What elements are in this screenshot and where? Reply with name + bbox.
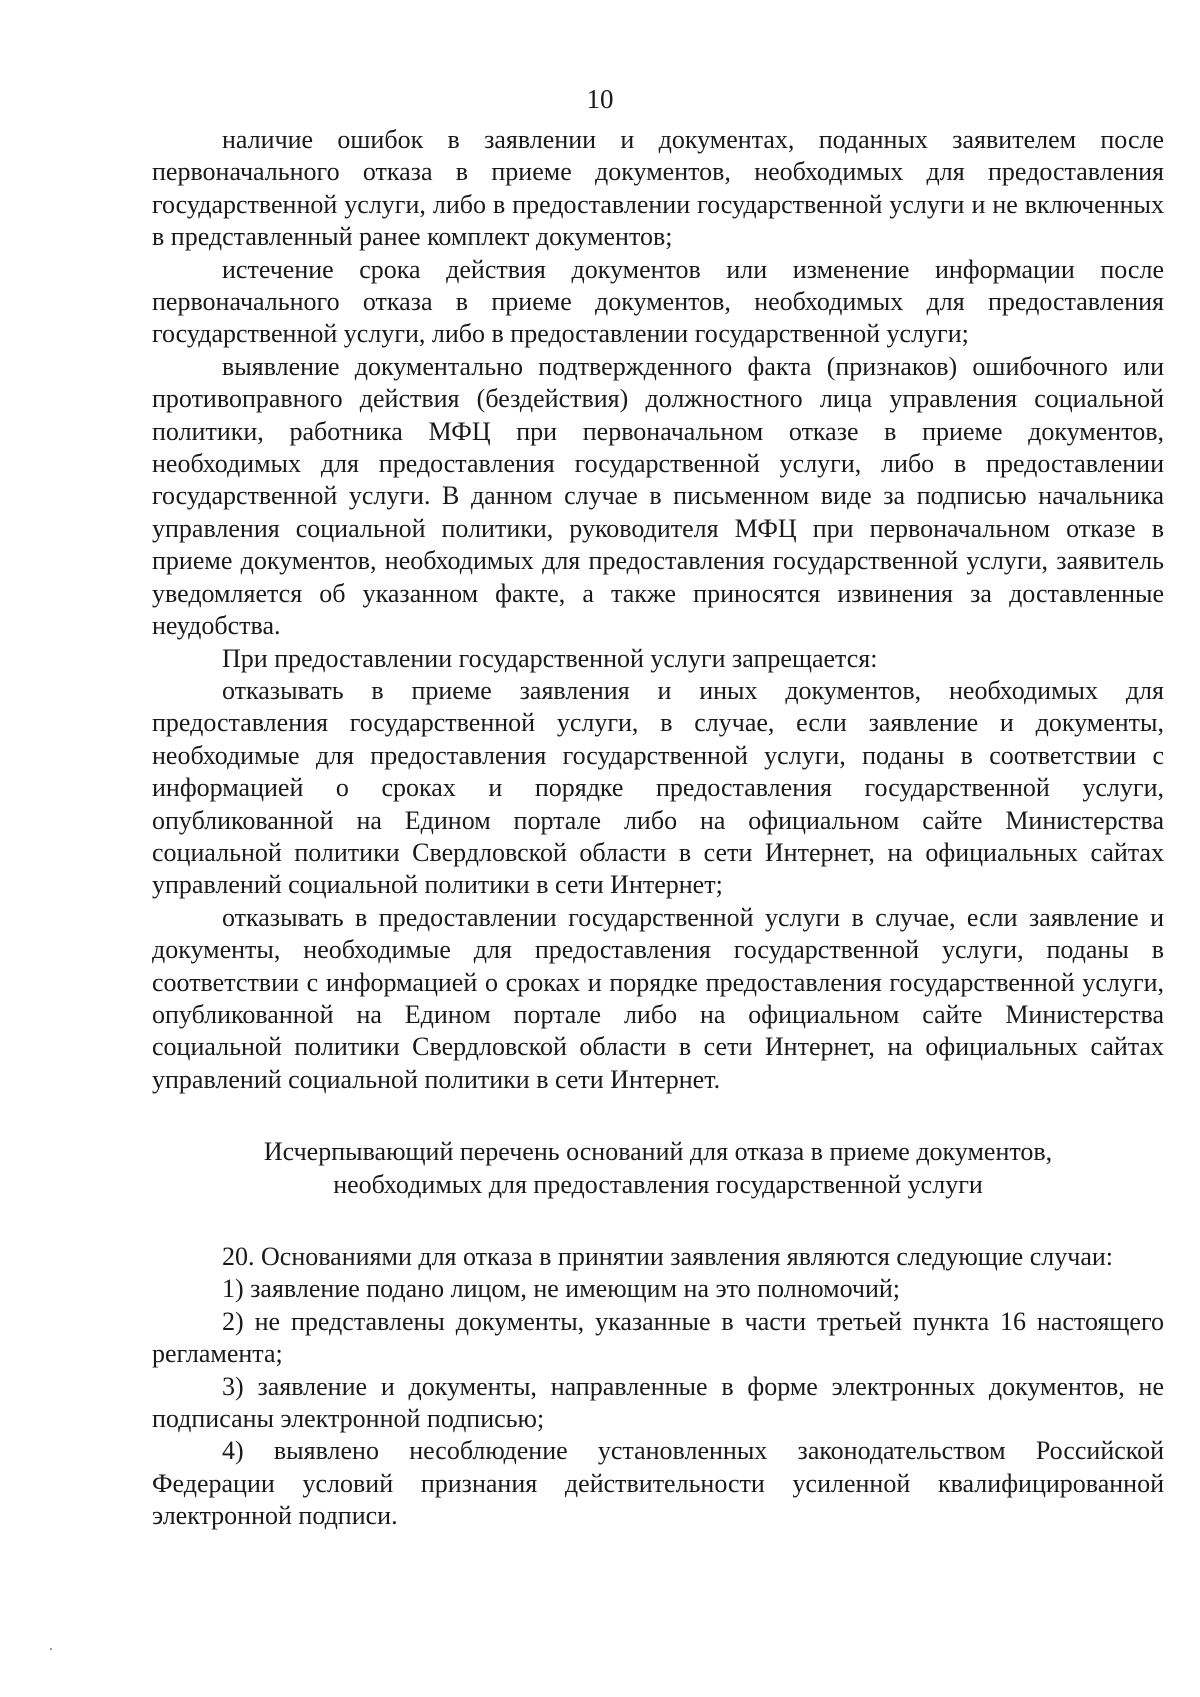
section-heading-line: Исчерпывающий перечень оснований для отказа в приеме документов, [263, 1137, 1053, 1167]
scan-speck [50, 1648, 52, 1650]
paragraph: истечение срока действия документов или изменение информации после первоначального отказа в приеме документов, необходимых для предоставления государственной услуги, либо в предоставлении государственной услуги; [152, 254, 1164, 349]
paragraph: отказывать в приеме заявления и иных документов, необходимых для предоставления государственной услуги, в случае, если заявление и документы, необходимые для предоставления государственной услуги, поданы в соответствии с информацией о сроках и порядке предоставления государственной услуги, опубликованной на Едином портале либо на официальном сайте Министерства социальной политики Свердловской области в сети Интернет, на официальных сайтах управлений социальной политики в сети Интернет; [152, 675, 1164, 900]
paragraph: наличие ошибок в заявлении и документах, поданных заявителем после первоначального отказа в приеме документов, необходимых для предоставления государственной услуги, либо в предоставлении государственной услуги и не включенных в представленный ранее комплект документов; [152, 125, 1164, 252]
paragraph: отказывать в предоставлении государственной услуги в случае, если заявление и документы, необходимые для предоставления государственной услуги, поданы в соответствии с информацией о сроках и порядке предоставления государственной услуги, опубликованной на Едином портале либо на официальном сайте Министерства социальной политики Свердловской области в сети Интернет, на официальных сайтах управлений социальной политики в сети Интернет. [152, 902, 1164, 1094]
paragraph: При предоставлении государственной услуги запрещается: [222, 643, 878, 673]
document-body [152, 124, 1164, 1533]
list-item: 2) не представлены документы, указанные в части третьей пункта 16 настоящего регламента; [152, 1306, 1164, 1369]
section-heading-line: необходимых для предоставления государственной услуги [333, 1169, 983, 1199]
list-item: 3) заявление и документы, направленные в форме электронных документов, не подписаны электронной подписью; [152, 1371, 1164, 1434]
list-item: 1) заявление подано лицом, не имеющим на это полномочий; [222, 1274, 901, 1304]
page-number: 10 [586, 84, 614, 114]
list-item: 4) выявлено несоблюдение установленных законодательством Российской Федерации условий признания действительности усиленной квалифицированной электронной подписи. [152, 1436, 1164, 1531]
paragraph: выявление документально подтвержденного факта (признаков) ошибочного или противоправного действия (бездействия) должностного лица управления социальной политики, работника МФЦ при первоначальном отказе в приеме документов, необходимых для предоставления государственной услуги, либо в предоставлении государственной услуги. В данном случае в письменном виде за подписью начальника управления социальной политики, руководителя МФЦ при первоначальном отказе в приеме документов, необходимых для предоставления государственной услуги, заявитель уведомляется об указанном факте, а также приносятся извинения за доставленные неудобства. [152, 351, 1164, 641]
section-heading [152, 1136, 1164, 1201]
paragraph: 20. Основаниями для отказа в принятии заявления являются следующие случаи: [222, 1242, 1113, 1271]
